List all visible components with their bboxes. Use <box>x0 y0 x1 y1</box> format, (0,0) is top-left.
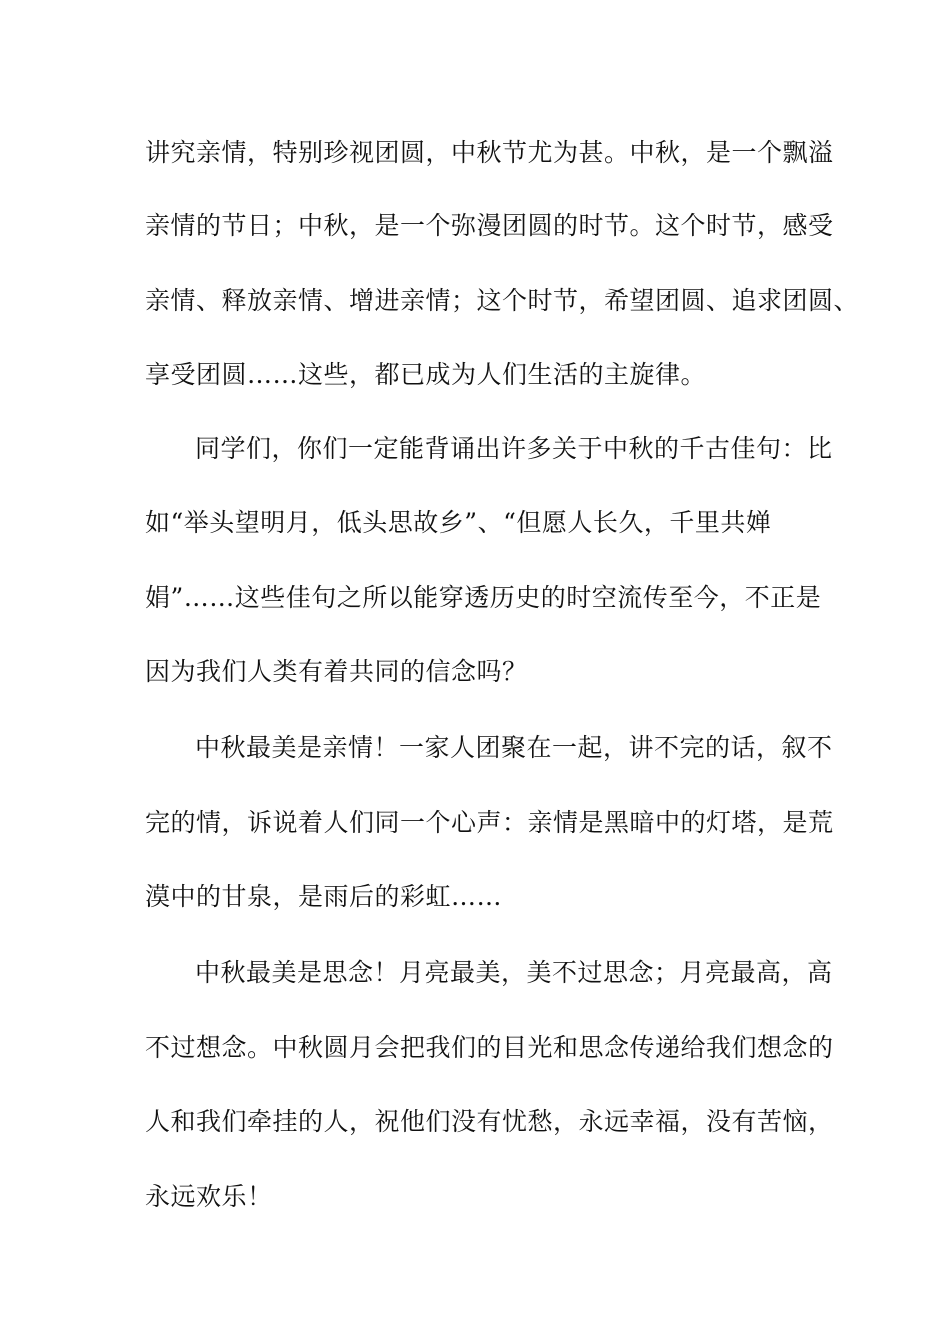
paragraph-3-line-3: 漠中的甘泉，是雨后的彩虹…… <box>145 882 503 911</box>
paragraph-2-line-3: 娟”……这些佳句之所以能穿透历史的时空流传至今，不正是 <box>145 583 822 612</box>
paragraph-1-line-2: 亲情的节日；中秋，是一个弥漫团圆的时节。这个时节，感受 <box>145 211 834 240</box>
paragraph-1-line-1: 讲究亲情，特别珍视团圆，中秋节尤为甚。中秋，是一个飘溢 <box>145 138 834 167</box>
paragraph-3-line-1: 中秋最美是亲情！一家人团聚在一起，讲不完的话，叙不 <box>195 733 833 762</box>
paragraph-2-line-2: 如“举头望明月，低头思故乡”、“但愿人长久，千里共婵 <box>145 508 772 537</box>
paragraph-2-line-1: 同学们，你们一定能背诵出许多关于中秋的千古佳句：比 <box>195 434 833 463</box>
paragraph-4-line-4: 永远欢乐！ <box>145 1182 273 1211</box>
paragraph-2-line-4: 因为我们人类有着共同的信念吗？ <box>145 657 528 686</box>
paragraph-1-line-3: 亲情、释放亲情、增进亲情；这个时节，希望团圆、追求团圆、 <box>145 286 860 315</box>
paragraph-4-line-1: 中秋最美是思念！月亮最美，美不过思念；月亮最高，高 <box>195 958 833 987</box>
paragraph-1-line-4: 享受团圆……这些，都已成为人们生活的主旋律。 <box>145 360 707 389</box>
paragraph-3-line-2: 完的情，诉说着人们同一个心声：亲情是黑暗中的灯塔，是荒 <box>145 808 834 837</box>
paragraph-4-line-2: 不过想念。中秋圆月会把我们的目光和思念传递给我们想念的 <box>145 1033 834 1062</box>
paragraph-4-line-3: 人和我们牵挂的人，祝他们没有忧愁，永远幸福，没有苦恼， <box>145 1107 834 1136</box>
